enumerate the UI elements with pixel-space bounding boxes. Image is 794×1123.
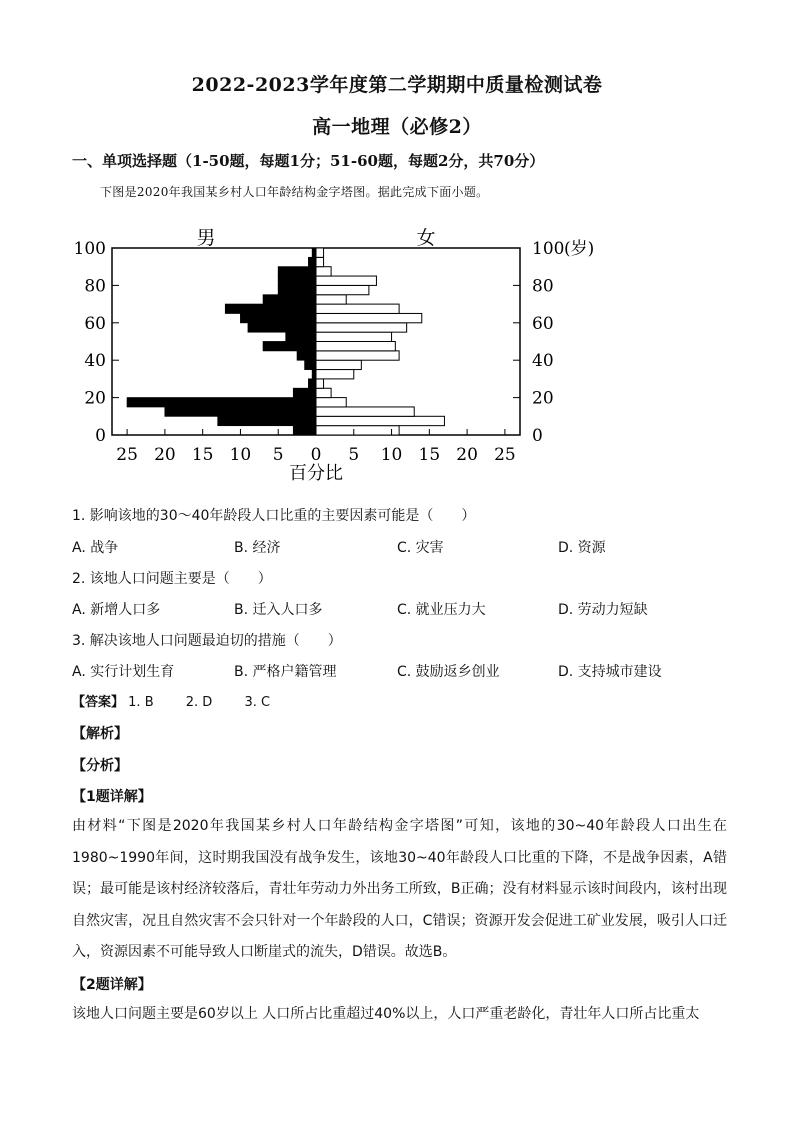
y-tick-label-right: 20: [532, 388, 554, 409]
male-bar: [240, 313, 316, 322]
male-bar: [286, 332, 316, 341]
y-unit-label: (岁): [564, 239, 595, 259]
female-bar: [316, 398, 346, 407]
document-subtitle: 高一地理（必修2）: [312, 116, 482, 138]
question-3-option-b: B. 严格户籍管理: [234, 664, 337, 680]
question-2-option-c: C. 就业压力大: [397, 602, 486, 618]
population-pyramid-chart: [60, 215, 595, 485]
q1-detail-text: 由材料“下图是2020年我国某乡村人口年龄结构金字塔图”可知，该地的30~40年龄段人口出生在1980~1990年间，这时期我国没有战争发生，该地30~40年龄段人口比重的下降，不是战争因素，A错误；最可能是该村经济较落后，青壮年劳动力外出务工所致，B正确；没有材料显示该时间段内，该村出现自然灾害，况且自然灾害不会只针对一个年龄段的人口，C错误；资源开发会促进工矿业发展，吸引人口迁入，资源因素不可能导致人口断崖式的流失，D错误。故选B。: [72, 818, 727, 960]
male-label: 男: [196, 227, 216, 249]
female-bar: [316, 370, 354, 379]
q2-detail-label: 【2题详解】: [72, 977, 152, 993]
female-bar: [316, 276, 376, 285]
question-1-option-c: C. 灾害: [397, 540, 444, 556]
x-tick-label: 10: [229, 445, 252, 465]
question-2-option-a: A. 新增人口多: [72, 602, 161, 618]
male-bar: [278, 267, 316, 276]
x-tick-label: 15: [191, 445, 214, 465]
y-tick-label-right: 80: [532, 276, 554, 297]
male-bar: [312, 370, 316, 379]
male-bar: [278, 276, 316, 285]
male-bar: [312, 248, 316, 257]
x-tick-label: 0: [310, 445, 322, 465]
question-3-option-c: C. 鼓励返乡创业: [397, 664, 500, 680]
x-tick-label: 5: [272, 445, 284, 465]
male-bar: [297, 351, 316, 360]
analysis-label: 【解析】: [72, 726, 128, 742]
female-bar: [316, 388, 331, 397]
female-bar: [316, 267, 331, 276]
female-bar: [316, 379, 324, 388]
x-tick-label: 10: [380, 445, 403, 465]
question-intro: 下图是2020年我国某乡村人口年龄结构金字塔图。据此完成下面小题。: [100, 185, 489, 199]
question-2-stem: 2. 该地人口问题主要是（ ）: [72, 571, 272, 587]
question-1-option-b: B. 经济: [234, 540, 281, 556]
y-tick-label-left: 20: [84, 388, 106, 409]
female-bar: [316, 313, 422, 322]
female-bar: [316, 285, 369, 294]
male-bar: [218, 416, 316, 425]
question-1-option-a: A. 战争: [72, 540, 119, 556]
question-3-option-d: D. 支持城市建设: [558, 664, 662, 680]
x-tick-label: 20: [154, 445, 176, 465]
question-3-stem: 3. 解决该地人口问题最迫切的措施（ ）: [72, 633, 342, 649]
male-bar: [127, 398, 316, 407]
document-title: 2022-2023学年度第二学期期中质量检测试卷: [191, 74, 603, 96]
x-tick-label: 25: [116, 445, 138, 465]
answer-1: 1. B: [128, 695, 154, 710]
male-bar: [263, 342, 316, 351]
female-bar: [316, 426, 399, 435]
male-bar: [308, 257, 316, 266]
y-tick-label-left: 60: [84, 313, 106, 334]
y-tick-label-right: 0: [532, 426, 543, 446]
y-tick-label-right: 40: [532, 351, 554, 372]
male-bar: [225, 304, 316, 313]
female-bar: [316, 407, 414, 416]
female-bar: [316, 360, 361, 369]
y-tick-label-left: 40: [84, 351, 106, 372]
answer-2: 2. D: [185, 695, 213, 710]
female-bar: [316, 351, 399, 360]
male-bar: [278, 285, 316, 294]
question-2-option-d: D. 劳动力短缺: [558, 602, 648, 618]
x-axis-label: 百分比: [289, 463, 343, 484]
male-bar: [165, 407, 316, 416]
female-bar: [316, 295, 346, 304]
male-bar: [293, 388, 316, 397]
male-bar: [293, 426, 316, 435]
q1-detail-label: 【1题详解】: [72, 789, 152, 805]
female-bar: [316, 304, 399, 313]
question-1-option-d: D. 资源: [558, 540, 606, 556]
female-label: 女: [416, 227, 436, 249]
female-bar: [316, 342, 395, 351]
question-1-stem: 1. 影响该地的30～40年龄段人口比重的主要因素可能是（ ）: [72, 508, 476, 524]
male-bar: [248, 323, 316, 332]
male-bar: [305, 360, 316, 369]
question-3-option-a: A. 实行计划生育: [72, 664, 175, 680]
q2-detail-text: 该地人口问题主要是60岁以上 人口所占比重超过40%以上，人口严重老龄化，青壮年人口所占比重太: [72, 1006, 700, 1022]
female-bar: [316, 248, 324, 257]
female-bar: [316, 332, 392, 341]
y-tick-label-right: 60: [532, 313, 554, 334]
section-heading: 一、单项选择题（1-50题，每题1分；51-60题，每题2分，共70分）: [72, 152, 545, 170]
female-bar: [316, 323, 407, 332]
x-tick-label: 5: [348, 445, 360, 465]
y-tick-label-left: 100: [73, 239, 106, 259]
answer-label: 【答案】: [72, 695, 125, 710]
y-tick-label-left: 0: [95, 426, 106, 446]
x-tick-label: 15: [418, 445, 441, 465]
answer-3: 3. C: [244, 695, 271, 710]
female-bar: [316, 416, 444, 425]
x-tick-label: 20: [456, 445, 478, 465]
male-bar: [308, 379, 316, 388]
female-bar: [316, 257, 324, 266]
analysis-subheading: 【分析】: [72, 758, 128, 774]
y-tick-label-left: 80: [84, 276, 106, 297]
x-tick-label: 25: [494, 445, 516, 465]
answer-line: [72, 691, 298, 710]
question-2-option-b: B. 迁入人口多: [234, 602, 323, 618]
y-tick-label-right: 100: [532, 239, 565, 259]
male-bar: [263, 295, 316, 304]
